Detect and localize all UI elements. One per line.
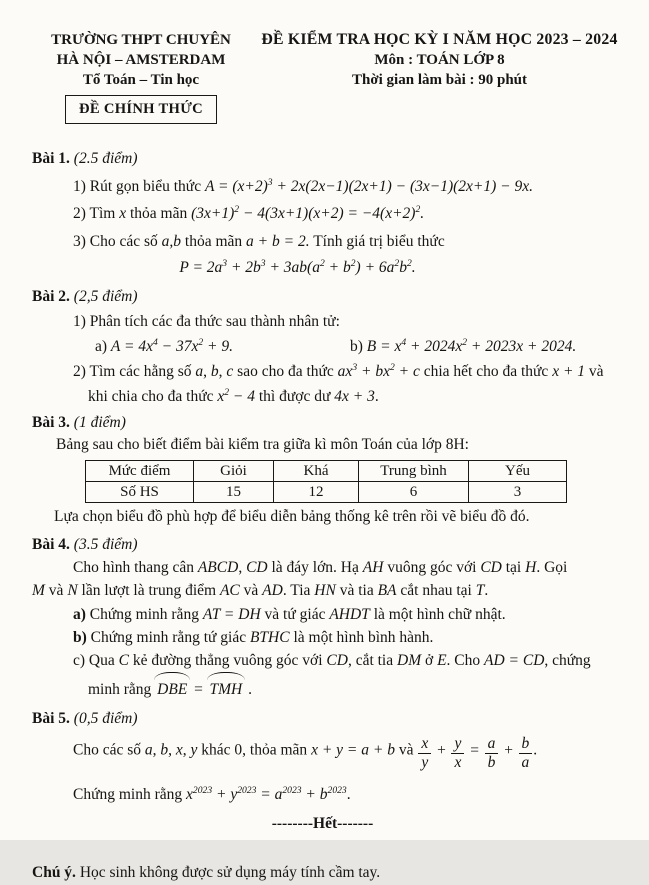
item-a-marker: a)	[73, 605, 86, 623]
table-row-label: Số HS	[86, 482, 194, 503]
problem-4-item-c-line-2: minh rằng DBE = TMH .	[32, 672, 623, 705]
footnote	[32, 861, 623, 885]
problem-1-item-3: 3) Cho các số a,b thỏa mãn a + b = 2. Tính giá trị biểu thức	[73, 232, 445, 250]
department-line: Tổ Toán – Tin học	[82, 72, 200, 88]
problem-4-item-c-line-1	[32, 649, 623, 672]
table-header-cell: Giỏi	[194, 461, 274, 482]
problem-3-title	[32, 412, 623, 434]
problem-2-item-2-line-1: 2) Tìm các hằng số a, b, c sao cho đa thức $ax^3 + bx^2 + c$ chia hết cho đa thức x + 1 và	[73, 361, 604, 380]
exam-subject: Môn : TOÁN LỚP 8	[374, 52, 505, 68]
school-name-line1: TRƯỜNG THPT CHUYÊN	[51, 32, 231, 48]
table-data-row	[86, 482, 567, 503]
problem-4	[32, 533, 623, 705]
problem-2-label: Bài 2.	[32, 288, 70, 305]
problem-1-equation-P: $P = 2a^3 + 2b^3 + 3ab(a^2 + b^2) + 6a^2b^2$.	[179, 257, 416, 276]
header	[32, 30, 623, 124]
problem-2-points: (2,5 điểm)	[73, 288, 138, 305]
exam-block	[250, 30, 623, 90]
problem-5-line-1: Cho các số a, b, x, y khác 0, thỏa mãn x + y = a + b và $\frac{x}{y}$ + $\frac{y}{x}$ = $\frac{a}{b}$ + $\frac{b}{a}$ .	[73, 735, 538, 772]
item-a-text: Chứng minh rằng AT = DH và tứ giác AHDT là một hình chữ nhật.	[85, 605, 506, 623]
problem-5-points: (0,5 điểm)	[73, 710, 138, 728]
problem-2-item-1b: b) $B = x^4 + 2024x^2 + 2023x + 2024$.	[350, 336, 577, 355]
problem-4-intro-line-1: Cho hình thang cân ABCD, CD là đáy lớn. Hạ AH vuông góc với CD tại H. Gọi	[73, 559, 568, 577]
table-header-cell: Yếu	[469, 461, 567, 482]
problem-2-item-2-line-2: khi chia cho đa thức $x^2 - 4$ thì được dư 4x + 3.	[88, 386, 379, 405]
problem-2-title	[32, 284, 623, 309]
problem-5	[32, 708, 623, 809]
problem-1-title	[32, 145, 623, 173]
table-header-cell: Trung bình	[359, 461, 469, 482]
problem-3	[32, 412, 623, 528]
item-b-text: Chứng minh rằng tứ giác BTHC là một hình bình hành.	[86, 628, 434, 646]
table-header-cell: Khá	[274, 461, 359, 482]
problem-5-label: Bài 5.	[32, 710, 70, 728]
score-statistics-table	[85, 460, 567, 503]
table-cell: 3	[469, 482, 567, 503]
item-c-text: Qua C kẻ đường thẳng vuông góc với CD, cắt tia DM ở E. Cho AD = CD, chứng	[85, 652, 591, 670]
problem-3-label: Bài 3.	[32, 414, 70, 431]
problem-2-subitems-row	[32, 334, 623, 359]
problem-3-points: (1 điểm)	[73, 414, 126, 431]
problem-4-item-b	[32, 626, 623, 649]
item-c-marker: c)	[73, 652, 86, 670]
footnote-label: Chú ý.	[32, 863, 76, 881]
problem-1-item-1: 1) Rút gọn biểu thức $A = (x+2)^3 + 2x(2x-1)(2x+1) - (3x-1)(2x+1) - 9x$.	[73, 176, 533, 195]
table-header-row	[86, 461, 567, 482]
problem-4-intro-line-2: M và N lần lượt là trung điểm AC và AD. Tia HN và tia BA cắt nhau tại T.	[32, 582, 489, 600]
school-name-line2: HÀ NỘI – AMSTERDAM	[56, 52, 226, 68]
problem-4-points: (3.5 điểm)	[73, 536, 138, 553]
problem-2-item-1: 1) Phân tích các đa thức sau thành nhân tử:	[73, 313, 340, 330]
problem-1-label: Bài 1.	[32, 150, 70, 167]
exam-title: ĐỀ KIỂM TRA HỌC KỲ I NĂM HỌC 2023 – 2024	[261, 31, 618, 48]
end-of-exam-marker: --------Hết-------	[271, 814, 374, 832]
problem-4-label: Bài 4.	[32, 536, 70, 553]
problem-5-title	[32, 708, 623, 730]
problem-3-intro: Bảng sau cho biết điểm bài kiểm tra giữa kì môn Toán của lớp 8H:	[56, 436, 469, 453]
table-cell: 12	[274, 482, 359, 503]
official-exam-stamp: ĐỀ CHÍNH THỨC	[65, 95, 217, 124]
table-header-cell: Mức điểm	[86, 461, 194, 482]
footnote-text: Học sinh không được sử dụng máy tính cầm tay.	[75, 863, 381, 881]
problem-3-outro: Lựa chọn biểu đồ phù hợp để biểu diễn bảng thống kê trên rồi vẽ biểu đồ đó.	[54, 508, 530, 525]
item-b-marker: b)	[73, 628, 87, 646]
problem-1-item-2: 2) Tìm x thỏa mãn $(3x+1)^2 - 4(3x+1)(x+2) = -4(x+2)^2$.	[73, 203, 425, 222]
problem-4-item-a	[32, 603, 623, 626]
problem-2-item-1a: a) $A = 4x^4 - 37x^2 + 9$.	[95, 336, 233, 355]
problem-4-title	[32, 533, 623, 556]
problem-1	[32, 145, 623, 281]
table-cell: 6	[359, 482, 469, 503]
problem-5-line-2: Chứng minh rằng $x^{2023} + y^{2023} = a^{2023} + b^{2023}$.	[73, 784, 351, 803]
school-block	[32, 30, 250, 124]
table-cell: 15	[194, 482, 274, 503]
exam-duration: Thời gian làm bài : 90 phút	[351, 72, 528, 88]
problem-2	[32, 284, 623, 409]
problem-1-points: (2.5 điểm)	[73, 150, 138, 167]
